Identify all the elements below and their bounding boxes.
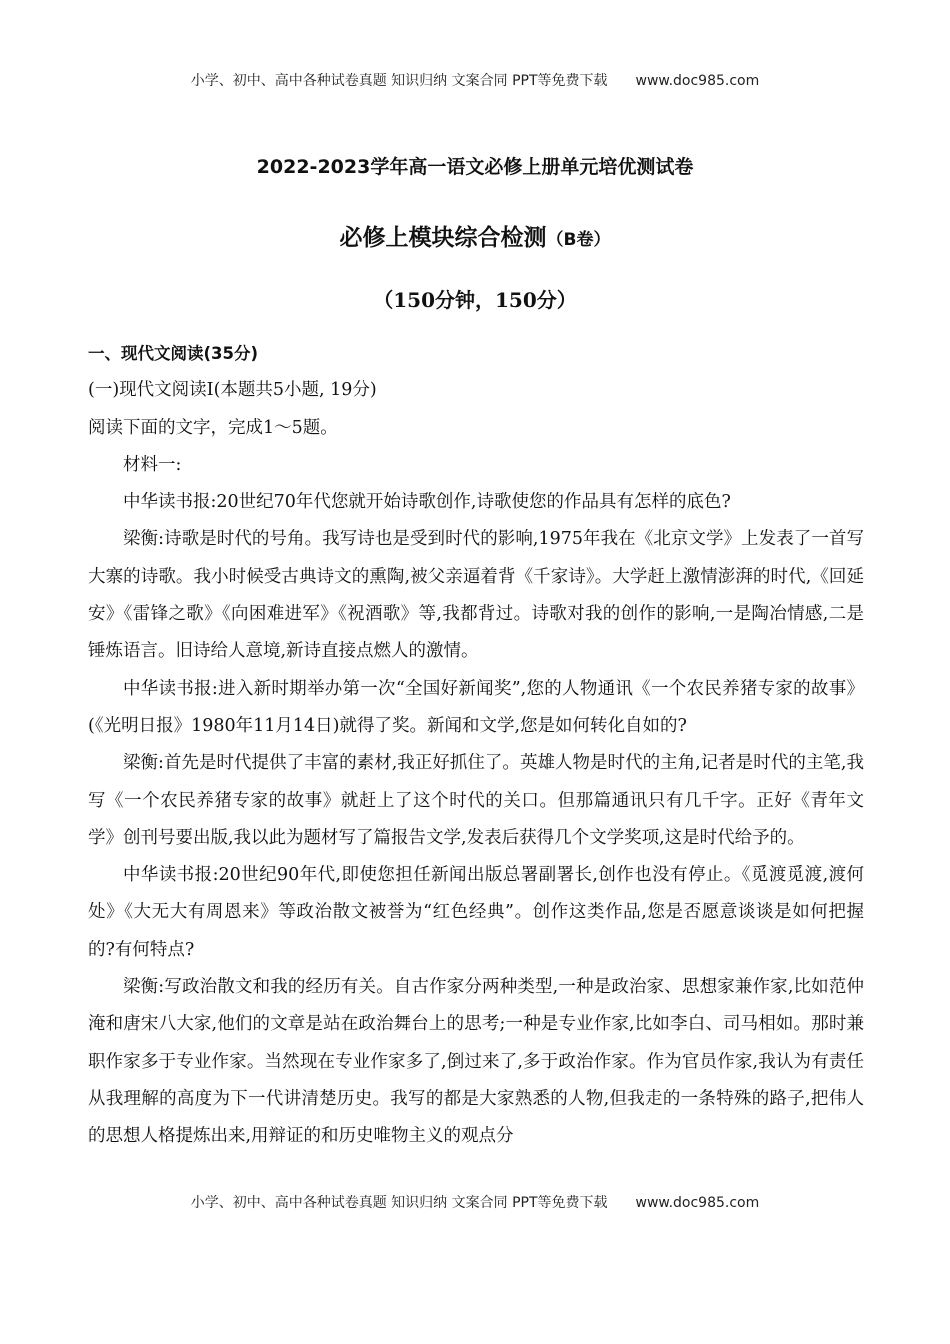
page-header: 小学、初中、高中各种试卷真题 知识归纳 文案合同 PPT等免费下载 www.doc985.com <box>190 73 760 89</box>
header-url[interactable]: www.doc985.com <box>635 73 760 89</box>
paragraph: 梁衡:写政治散文和我的经历有关。自古作家分两种类型,一种是政治家、思想家兼作家,比如范仲淹和唐宋八大家,他们的文章是站在政治舞台上的思考;一种是专业作家,比如李白、司马相如。那时兼职作家多于专业作家。当然现在专业作家多了,倒过来了,多于政治作家。作为官员作家,我认为有责任从我理解的高度为下一代讲清楚历史。我写的都是大家熟悉的人物,但我走的一条特殊的路子,把伟人的思想人格提炼出来,用辩证的和历史唯物主义的观点分 <box>88 977 864 1147</box>
paragraph: 梁衡:诗歌是时代的号角。我写诗也是受到时代的影响,1975年我在《北京文学》上发表了一首写大寨的诗歌。我小时候受古典诗文的熏陶,被父亲逼着背《千家诗》。大学赶上激情澎湃的时代,《回延安》《雷锋之歌》《向困难进军》《祝酒歌》等,我都背过。诗歌对我的创作的影响,一是陶冶情感,二是锤炼语言。旧诗给人意境,新诗直接点燃人的激情。 <box>88 529 864 662</box>
paragraph: 中华读书报:20世纪90年代,即使您担任新闻出版总署副署长,创作也没有停止。《觅渡觅渡,渡何处》《大无大有周恩来》等政治散文被誉为“红色经典”。创作这类作品,您是否愿意谈谈是如何把握的?有何特点? <box>88 865 864 960</box>
footer-url[interactable]: www.doc985.com <box>635 1195 760 1211</box>
document-subtitle: 必修上模块综合检测（B卷） <box>339 225 611 251</box>
instruction: 阅读下面的文字，完成1～5题。 <box>88 417 338 438</box>
paragraph: 梁衡:首先是时代提供了丰富的素材,我正好抓住了。英雄人物是时代的主角,记者是时代的主笔,我写《一个农民养猪专家的故事》就赶上了这个时代的关口。但那篇通讯只有几千字。正好《青年文学》创刊号要出版,我以此为题材写了篇报告文学,发表后获得几个文学奖项,这是时代给予的。 <box>88 753 864 848</box>
paragraph: 中华读书报:20世纪70年代您就开始诗歌创作,诗歌使您的作品具有怎样的底色? <box>123 492 731 513</box>
subsection-heading: (一)现代文阅读Ⅰ(本题共5小题, 19分) <box>88 380 377 401</box>
paragraph: 中华读书报:进入新时期举办第一次“全国好新闻奖”,您的人物通讯《一个农民养猪专家的故事》(《光明日报》1980年11月14日)就得了奖。新闻和文学,您是如何转化自如的? <box>88 678 864 736</box>
time-score: （150分钟，150分） <box>373 288 577 312</box>
material-label: 材料一: <box>123 454 182 475</box>
document-body <box>88 335 864 1156</box>
document-title: 2022-2023学年高一语文必修上册单元培优测试卷 <box>256 156 694 178</box>
section-heading: 一、现代文阅读(35分) <box>88 344 259 363</box>
page-footer: 小学、初中、高中各种试卷真题 知识归纳 文案合同 PPT等免费下载 www.doc985.com <box>190 1195 760 1211</box>
